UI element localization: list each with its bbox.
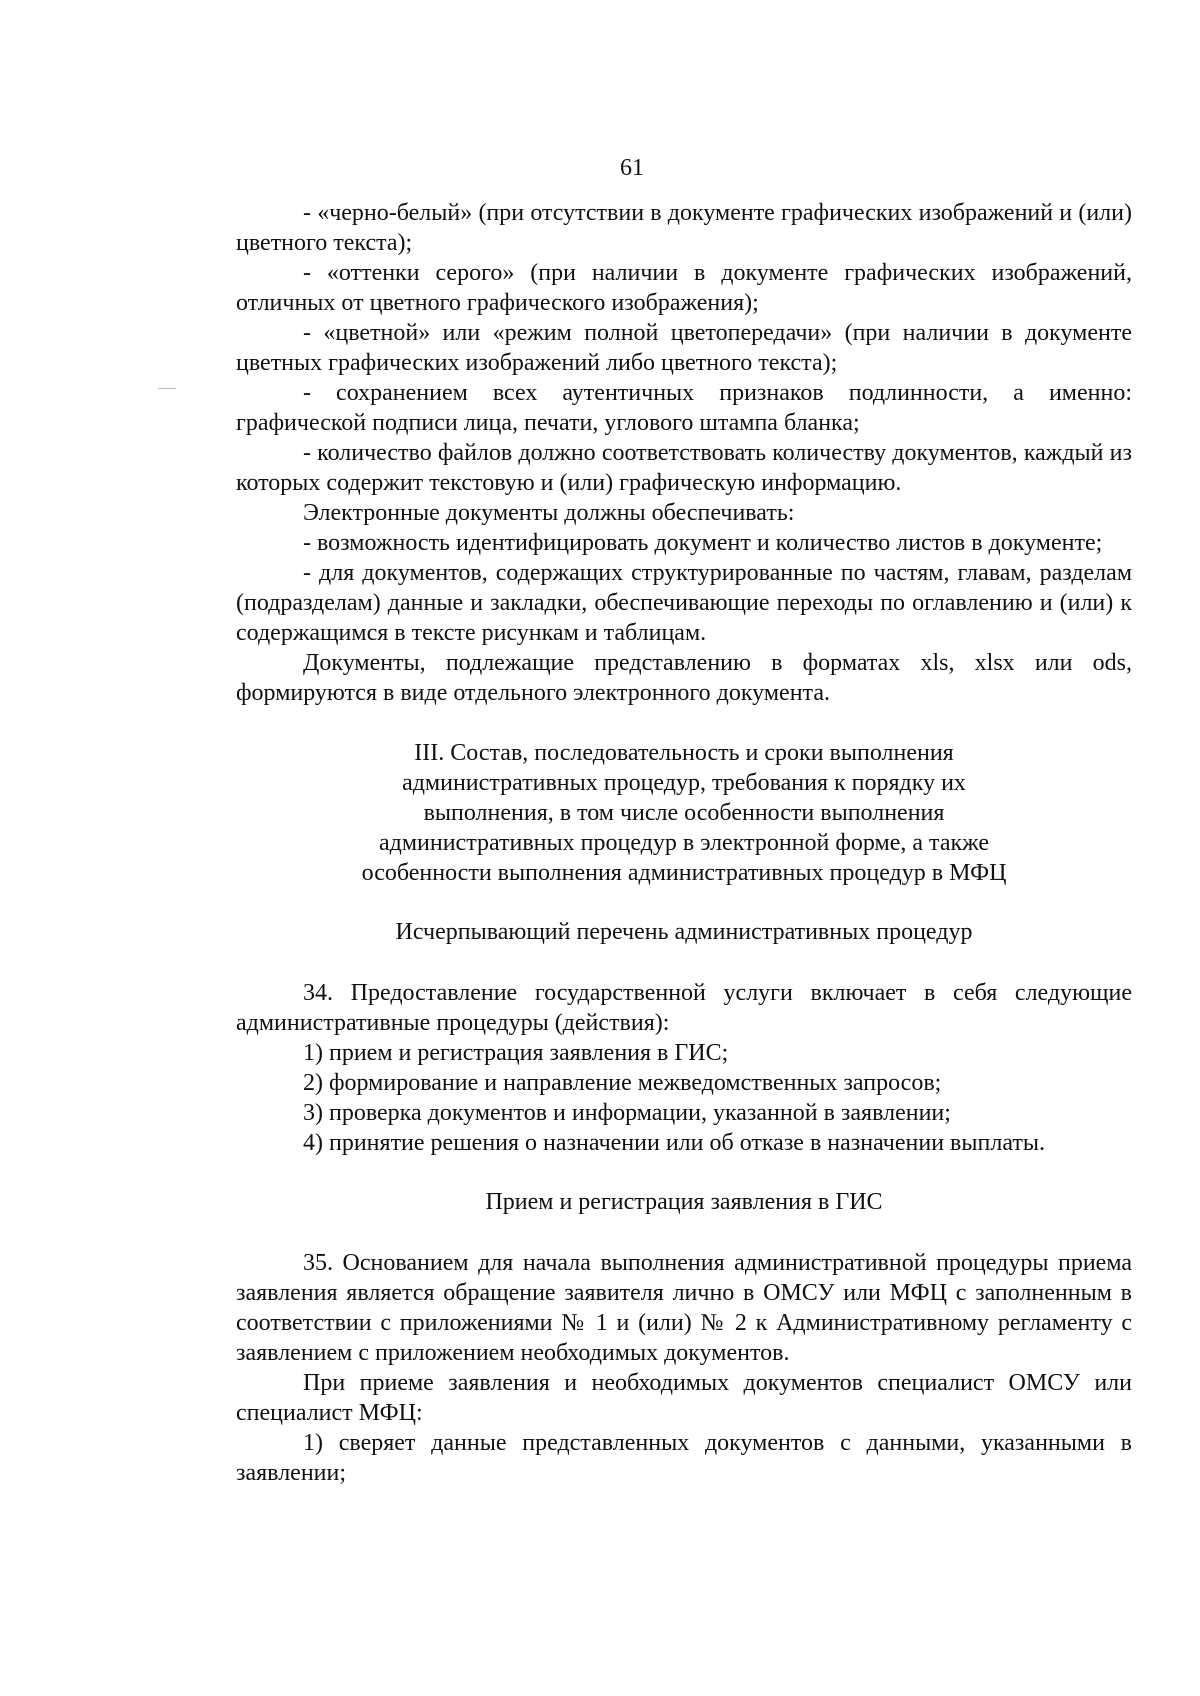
paragraph-electronic-docs-intro: Электронные документы должны обеспечивать: — [303, 500, 795, 526]
subheading-procedures-list: Исчерпывающий перечень административных процедур — [395, 919, 973, 945]
paragraph-identify-document: - возможность идентифицировать документ и количество листов в документе; — [303, 530, 1103, 556]
paragraph-black-white: - «черно-белый» (при отсутствии в документе графических изображений и (или) цветного текста); — [236, 200, 1132, 256]
section-heading-line: административных процедур в электронной форме, а также — [378, 830, 990, 856]
procedure-item: 1) прием и регистрация заявления в ГИС; — [303, 1040, 729, 1066]
section-heading-line: особенности выполнения административных процедур в МФЦ — [361, 860, 1007, 886]
paragraph-34: 34. Предоставление государственной услуги включает в себя следующие административные процедуры (действия): — [236, 980, 1132, 1036]
section-heading-line: выполнения, в том числе особенности выполнения — [423, 800, 945, 826]
procedure-item: 3) проверка документов и информации, указанной в заявлении; — [303, 1100, 951, 1126]
scan-margin-mark — [158, 388, 176, 389]
paragraph-structured-docs: - для документов, содержащих структурированные по частям, главам, разделам (подразделам) данные и закладки, обеспечивающие переходы по оглавлению и (или) к содержащимся в тексте рисункам и таблицам. — [236, 560, 1132, 646]
paragraph-grayscale: - «оттенки серого» (при наличии в документе графических изображений, отличных от цветного графического изображения); — [236, 260, 1132, 316]
paragraph-authenticity: - сохранением всех аутентичных признаков подлинности, а именно: графической подписи лица, печати, углового штампа бланка; — [236, 380, 1132, 436]
paragraph-color: - «цветной» или «режим полной цветопередачи» (при наличии в документе цветных графических изображений либо цветного текста); — [236, 320, 1132, 376]
section-heading-line: III. Состав, последовательность и сроки выполнения — [414, 740, 954, 766]
section-heading-iii — [236, 738, 1132, 888]
document-body — [236, 198, 1132, 1488]
paragraph-specialist-reception: При приеме заявления и необходимых документов специалист ОМСУ или специалист МФЦ: — [236, 1370, 1132, 1426]
paragraph-verify-data: 1) сверяет данные представленных документов с данными, указанными в заявлении; — [236, 1430, 1132, 1486]
paragraph-35: 35. Основанием для начала выполнения административной процедуры приема заявления является обращение заявителя лично в ОМСУ или МФЦ с заполненным в соответствии с приложениями № 1 и (или) № 2 к Административному регламенту с заявлением с приложением необходимых документов. — [236, 1250, 1132, 1366]
subheading-reception: Прием и регистрация заявления в ГИС — [485, 1189, 883, 1215]
paragraph-spreadsheet-formats: Документы, подлежащие представлению в форматах xls, xlsx или ods, формируются в виде отдельного электронного документа. — [236, 650, 1132, 706]
procedure-item: 4) принятие решения о назначении или об отказе в назначении выплаты. — [303, 1130, 1045, 1156]
paragraph-file-count: - количество файлов должно соответствовать количеству документов, каждый из которых содержит текстовую и (или) графическую информацию. — [236, 440, 1132, 496]
page-number: 61 — [620, 155, 644, 181]
section-heading-line: административных процедур, требования к порядку их — [402, 770, 966, 796]
procedure-item: 2) формирование и направление межведомственных запросов; — [303, 1070, 942, 1096]
